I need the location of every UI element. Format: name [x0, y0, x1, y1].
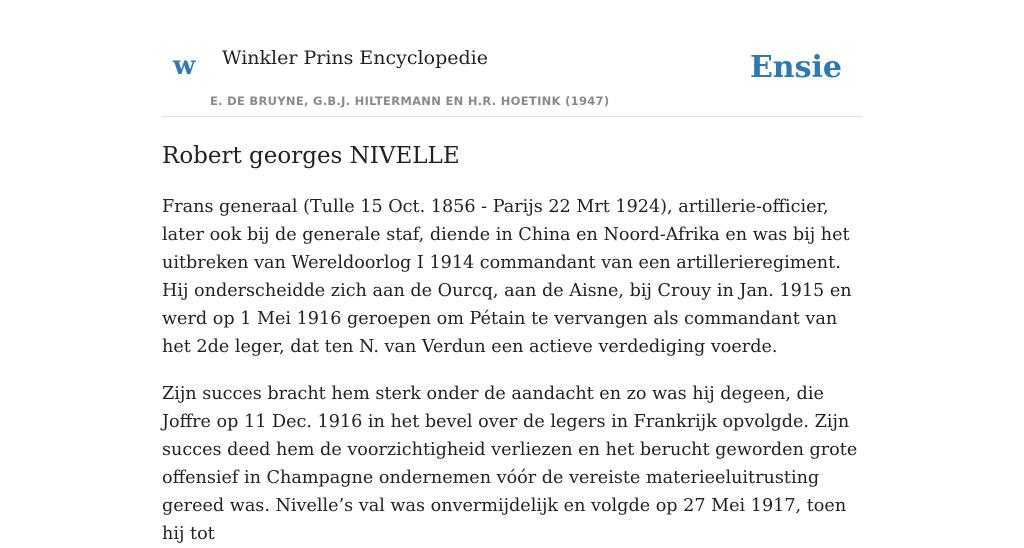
publication-authors: E. DE BRUYNE, G.B.J. HILTERMANN EN H.R. HOETINK (1947)	[210, 94, 610, 108]
article-title: Robert georges NIVELLE	[162, 143, 460, 169]
page	[162, 0, 862, 548]
brand-logo[interactable]: Ensie	[749, 50, 842, 85]
article-paragraph-1: Frans generaal (Tulle 15 Oct. 1856 - Parijs 22 Mrt 1924), artillerie-officier, later ook bij de generale staf, diende in China en Noord-Afrika en was bij het uitbreken van Wereldoorlog I 1914 commandant van een artillerieregiment. Hij onderscheidde zich aan de Ourcq, aan de Aisne, bij Crouy in Jan. 1915 en werd op 1 Mei 1916 geroepen om Pétain te vervangen als commandant van het 2de leger, dat ten N. van Verdun een actieve verdediging voerde.	[162, 196, 852, 357]
article-paragraph-2: Zijn succes bracht hem sterk onder de aandacht en zo was hij degeen, die Joffre op 11 Dec. 1916 in het bevel over de legers in Frankrijk opvolgde. Zijn succes deed hem de voorzichtigheid verliezen en het berucht geworden grote offensief in Champagne ondernemen vóór de vereiste materieeluitrusting gereed was. Nivelle’s val was onvermijdelijk en volgde op 27 Mei 1917, toen hij tot	[162, 383, 858, 544]
publication-logo-icon[interactable]: w	[173, 51, 196, 81]
publication-title[interactable]: Winkler Prins Encyclopedie	[222, 47, 488, 69]
site-header	[162, 0, 862, 117]
